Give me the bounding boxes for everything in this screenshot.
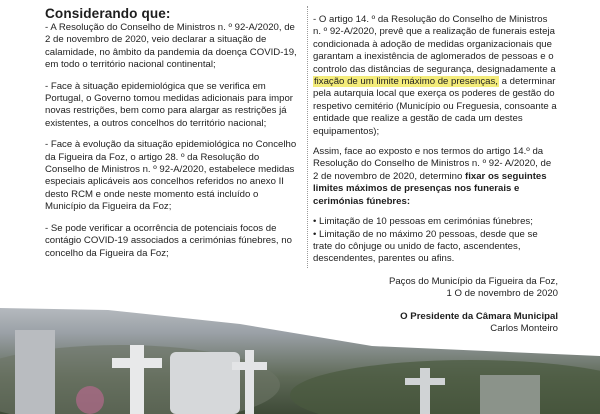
paragraph-epidemiological-situation: - Face à situação epidemiológica que se verifica em Portugal, o Governo tomou medidas adicionais para impor novas restrições, bem como para alargar as restrições já existentes, a outros concelhos do território nacional; (45, 80, 293, 129)
place-line: Paços do Município da Figueira da Foz, (388, 275, 558, 287)
signature-place-date (313, 276, 558, 301)
list-item: • Limitação de no máximo 20 pessoas, desde que se trate do cônjuge ou unido de facto, ascendentes, descendentes, parentes ou afins. (313, 228, 538, 265)
limits-list (313, 216, 558, 266)
left-column (45, 0, 300, 269)
determination-bold-text: fixar os seguintes limites máximos de presenças nos funerais e cerimónias fúnebres: (313, 170, 547, 207)
president-title: O Presidente da Câmara Municipal (400, 310, 558, 322)
list-item: • Limitação de 10 pessoas em cerimónias fúnebres; (313, 216, 533, 228)
paragraph-article-14 (313, 14, 558, 138)
right-column (313, 0, 558, 335)
paragraph-determination (313, 146, 558, 208)
article-14-continuation: a determinar pela autarquia local que exerça os poderes de gestão do respetivo cemitério (Município ou Freguesia, consoante a entidade que realize a gestão de cada um destes equipamentos); (313, 76, 557, 137)
determination-text: Assim, face ao exposto e nos termos do artigo 14.º da Resolução do Conselho de Ministros n. º 92- A/2020, de 2 de novembro de 2020, determino (313, 146, 552, 182)
president-name: Carlos Monteiro (490, 322, 558, 334)
article-14-text: - O artigo 14. º da Resolução do Conselho de Ministros n. º 92-A/2020, prevê que a realização de funerais esteja condicionada à adoção de medidas organizacionais que garantam a inexistência de aglomerados de pessoas e o controlo das distâncias de segurança, designadamente a (313, 14, 556, 75)
paragraph-contagion-focus: - Se pode verificar a ocorrência de potenciais focos de contágio COVID-19 associados a cerimónias fúnebres, no concelho da Figueira da Foz; (45, 222, 292, 259)
paragraph-resolution: - A Resolução do Conselho de Ministros n. º 92-A/2020, de 2 de novembro de 2020, veio declarar a situação de calamidade, no âmbito da pandemia da doença COVID-19, em todo o território nacional continental; (45, 22, 297, 71)
section-heading: Considerando que: (45, 6, 171, 21)
date-line: 1 O de novembro de 2020 (446, 288, 558, 300)
paragraph-figueira-evolution: - Face à evolução da situação epidemiológica no Concelho da Figueira da Foz, o artigo 28. º da Resolução do Conselho de Ministros n. º 92-A/2020, estabelece medidas especiais aplicáveis aos concelhos referidos no anexo II desto RCM e onde neste momento está incluído o Município da Figueira da Foz; (45, 139, 297, 213)
highlighted-limit-text: fixação de um limite máximo de presenças, (314, 76, 498, 88)
column-divider (307, 6, 308, 268)
